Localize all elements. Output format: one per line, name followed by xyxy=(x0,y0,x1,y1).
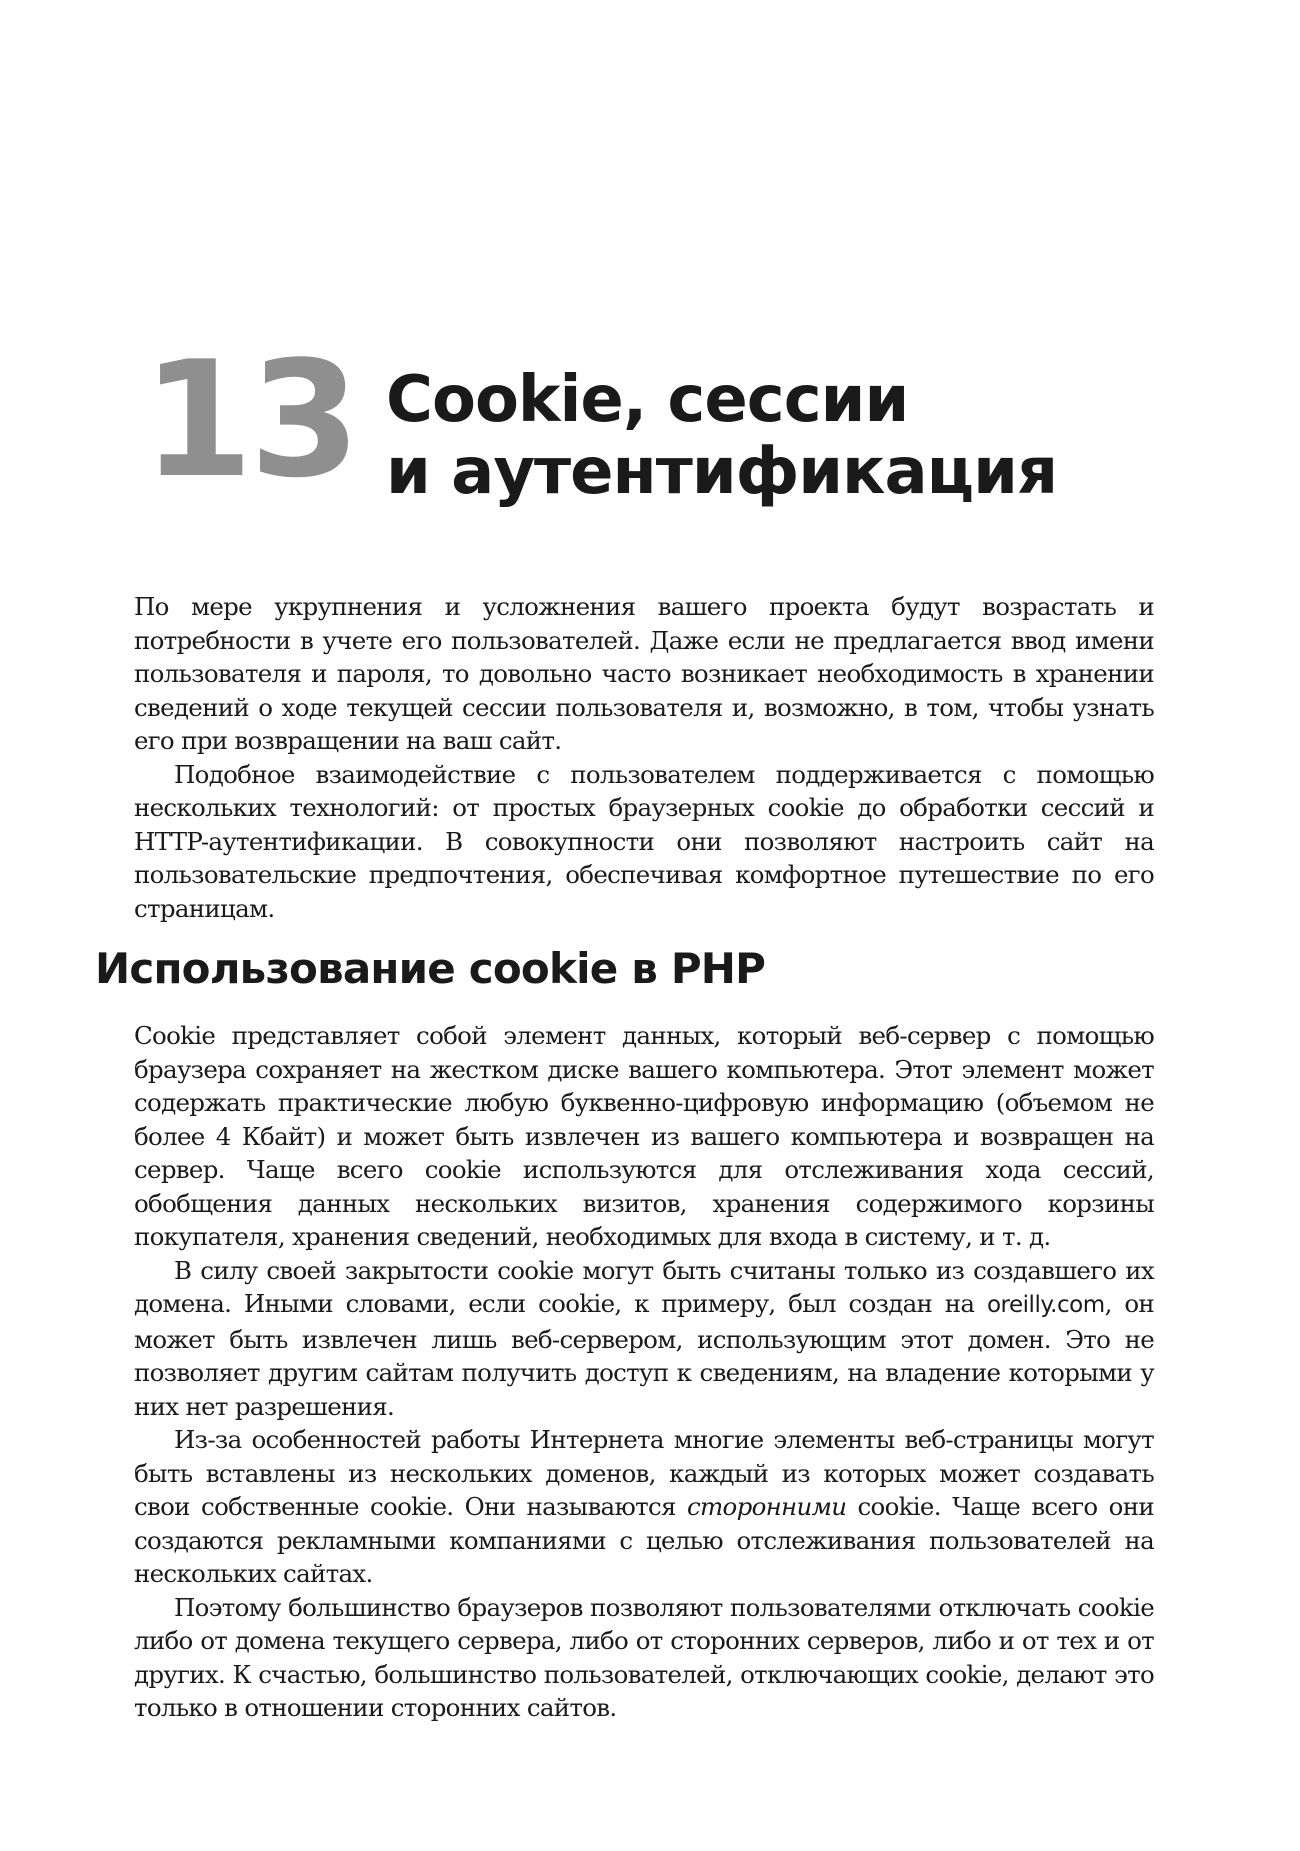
section-paragraph-4: Поэтому большинство браузеров позволяют пользователями отключать cookie либо от домена текущего сервера, либо от сторонних серверов, либо и от тех и от других. К счастью, большинство пользователей, отключающих cookie, делают это только в отношении сторонних сайтов. xyxy=(134,1592,1154,1722)
section-paragraph-2 xyxy=(134,1254,1154,1424)
chapter-title xyxy=(386,364,1166,508)
intro-text xyxy=(134,590,1154,925)
section-paragraph-3-start: Из-за особенностей работы Интернета многие элементы веб-страницы могут быть вставлены из нескольких доменов, каждый из которых может создавать свои собственные cookie. Они называются xyxy=(134,1425,1154,1521)
section-paragraph-3-end: cookie. Чаще всего они создаются рекламными компаниями с целью отслеживания пользователей на нескольких сайтах. xyxy=(134,1492,1154,1588)
intro-paragraph-2: Подобное взаимодействие с пользователем поддерживается с помощью нескольких технологий: от простых браузерных cookie до обработки сессий и HTTP-аутентификации. В совокупности они позволяют настроить сайт на пользовательские предпочтения, обеспечивая комфортное путешествие по его страницам. xyxy=(134,759,1154,923)
section-text xyxy=(134,1019,1154,1725)
section-heading: Использование cookie в PHP xyxy=(95,944,766,993)
domain-name: oreilly.com xyxy=(986,1292,1105,1318)
chapter-title-line-1: Cookie, сессии xyxy=(386,363,909,437)
section-paragraph-3 xyxy=(134,1423,1154,1591)
section-paragraph-2-start: В силу своей закрытости cookie могут быть считаны только из создавшего их домена. Иными словами, если cookie, к примеру, был создан на xyxy=(134,1255,1154,1318)
section-paragraph-1: Cookie представляет собой элемент данных, который веб-сервер с помощью браузера сохраняет на жестком диске вашего компьютера. Этот элемент может содержать практические любую буквенно-цифровую информацию (объемом не более 4 Кбайт) и может быть извлечен из вашего компьютера и возвращен на сервер. Чаще всего cookie используются для отслеживания хода сессий, обобщения данных нескольких визитов, хранения содержимого корзины покупателя, хранения сведений, необходимых для входа в систему, и т. д. xyxy=(134,1021,1154,1251)
emphasis-term: сторонними xyxy=(686,1492,847,1521)
intro-paragraph-1: По мере укрупнения и усложнения вашего проекта будут возрастать и потребности в учете его пользователей. Даже если не предлагается ввод имени пользователя и пароля, то довольно часто возникает необходимость в хранении сведений о ходе текущей сессии пользователя и, возможно, в том, чтобы узнать его при возвращении на ваш сайт. xyxy=(134,592,1154,755)
chapter-title-line-2: и аутентификация xyxy=(386,435,1058,509)
section-paragraph-2-end: , он может быть извлечен лишь веб-сервером, использующим этот домен. Это не позволяет другим сайтам получить доступ к сведениям, на владение которыми у них нет разрешения. xyxy=(134,1289,1154,1421)
chapter-number: 13 xyxy=(142,326,357,513)
